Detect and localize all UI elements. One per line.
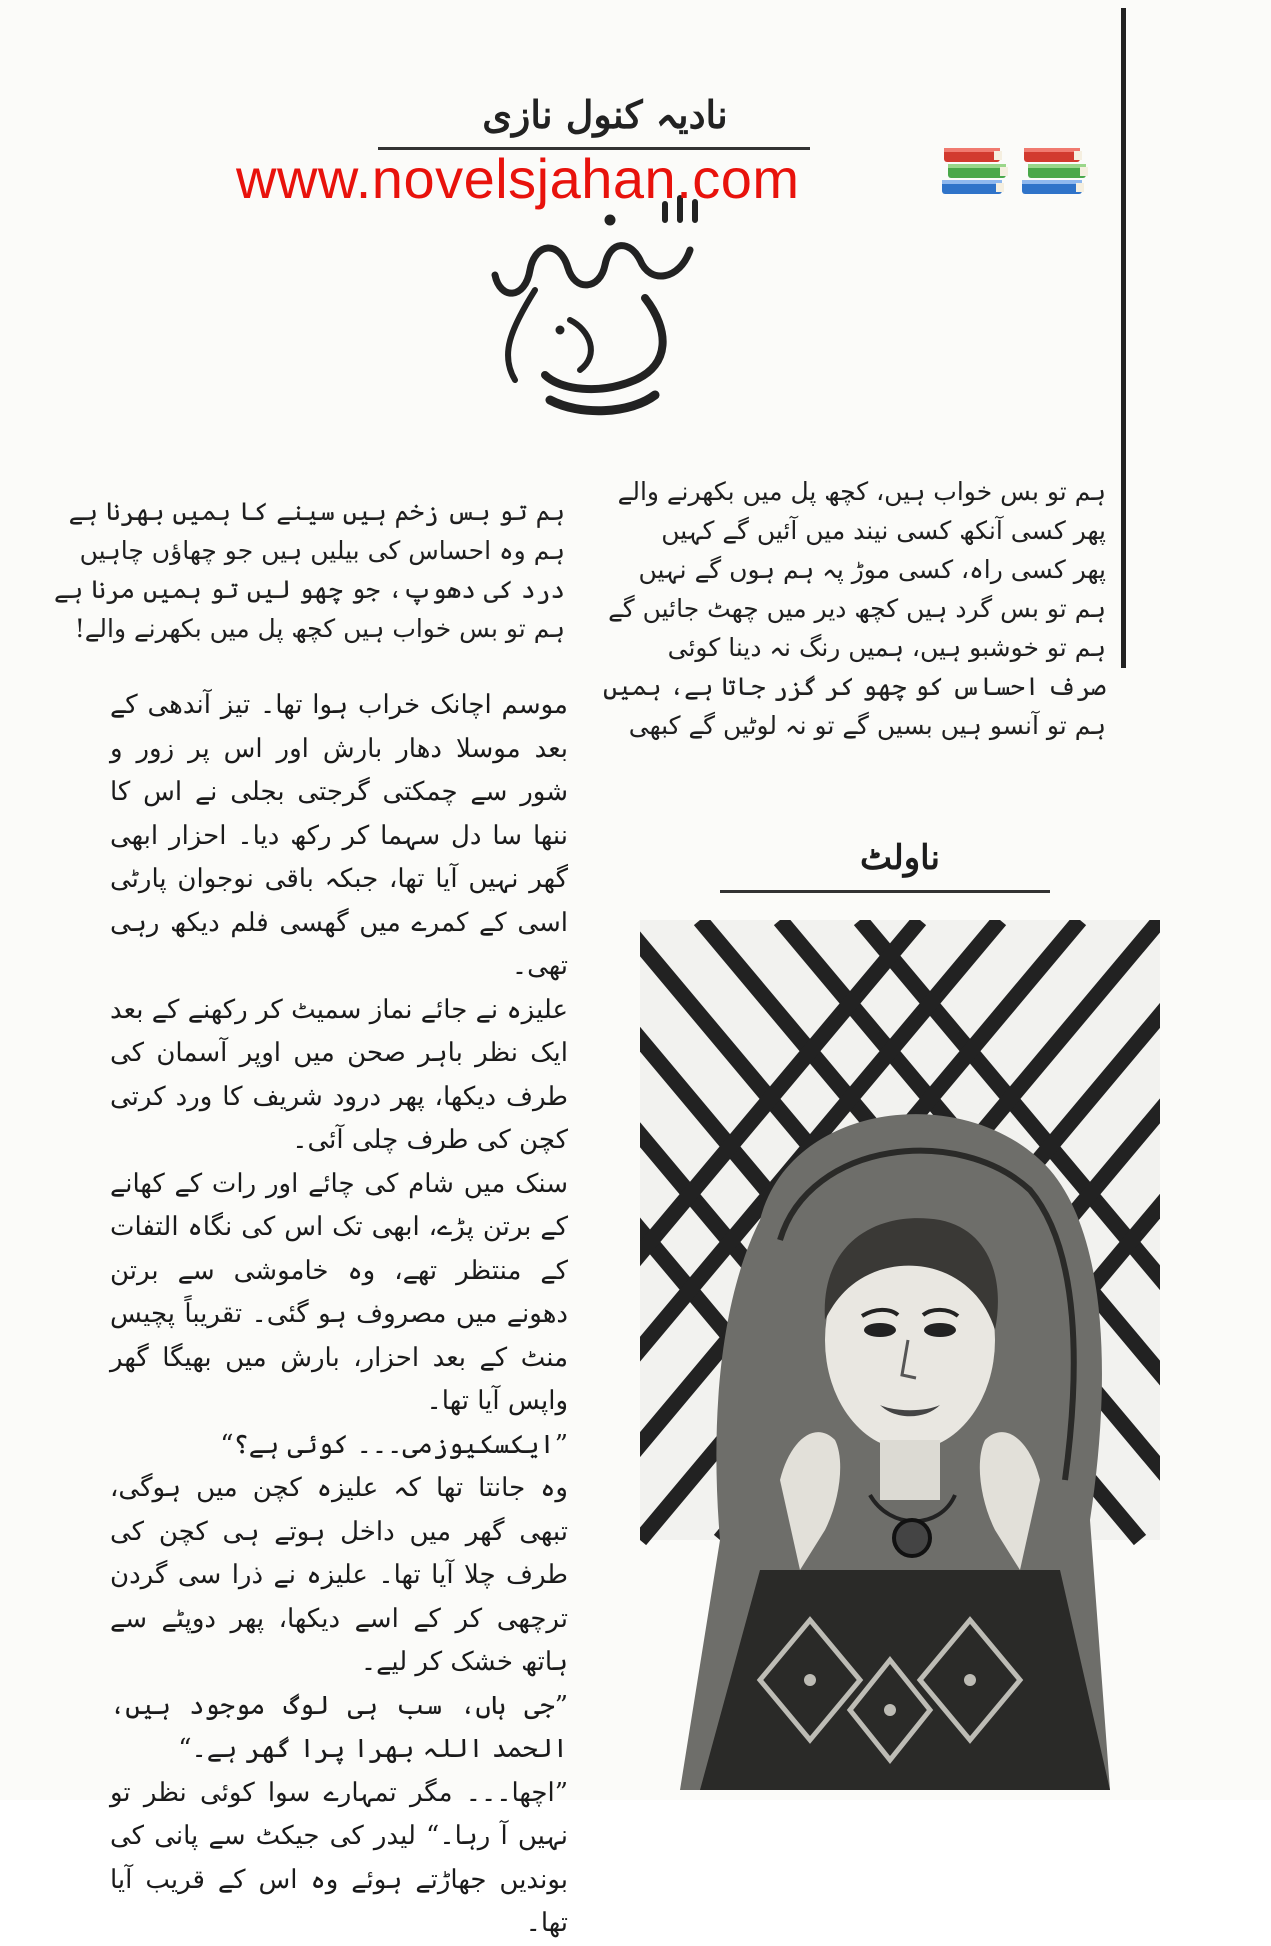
story-paragraph: وہ جانتا تھا کہ علیزہ کچن میں ہوگی، تبھی گھر میں داخل ہوتے ہی کچن کی طرف چلا آیا تھا۔ علیزہ نے ذرا سی گردن ترچھی کر کے اسے دیکھا، پھر دوپٹے سے ہاتھ خشک کر لیے۔ — [110, 1473, 568, 1677]
poem-line: پھر کسی راہ، کسی موڑ پہ ہم ہوں گے نہیں — [638, 555, 1106, 584]
story-dialogue: ”ایکسکیوزمی۔۔۔ کوئی ہے؟“ — [220, 1429, 568, 1460]
website-watermark: www.novelsjahan.com — [236, 147, 800, 210]
stacked-books-icon — [940, 142, 1012, 204]
poem-line: ہم تو بس خواب ہیں کچھ پل میں بکھرنے والے! — [74, 614, 565, 643]
section-underline — [720, 890, 1050, 893]
story-body — [110, 684, 568, 1946]
poem-right-column — [602, 472, 1106, 745]
poem-line: ہم تو بس گرد ہیں کچھ دیر میں چھٹ جائیں گے — [608, 594, 1106, 623]
story-paragraph: علیزہ نے جائے نماز سمیٹ کر رکھنے کے بعد ایک نظر باہر صحن میں اوپر آسمان کی طرف دیکھا، پھر درود شریف کا ورد کرتی کچن کی طرف چلی آئی۔ — [110, 994, 568, 1155]
poem-line: ہم تو بس خواب ہیں، کچھ پل میں بکھرنے والے — [617, 477, 1106, 506]
title-calligraphy — [440, 180, 740, 420]
poem-line: ہم وہ احساس کی بیلیں ہیں جو چھاؤں چاہیں — [79, 536, 565, 565]
story-paragraph: موسم اچانک خراب ہوا تھا۔ تیز آندھی کے بعد موسلا دھار بارش اور اس پر زور و شور سے چمکتی گرجتی بجلی نے اس کا ننھا سا دل سہما کر رکھ دیا۔ احزار ابھی گھر نہیں آیا تھا، جبکہ باقی نوجوان پارٹی اسی کے کمرے میں گھسی فلم دیکھ رہی تھی۔ — [110, 690, 568, 981]
poem-line: ہم تو خوشبو ہیں، ہمیں رنگ نہ دینا کوئی — [667, 633, 1106, 662]
poem-line: درد کی دھوپ، جو چھو لیں تو ہمیں مرنا ہے — [54, 575, 565, 604]
poem-line: صرف احساس کو چھو کر گزر جاتا ہے، ہمیں — [602, 672, 1106, 701]
poem-line: ہم تو آنسو ہیں بسیں گے تو نہ لوٹیں گے کبھی — [628, 711, 1106, 740]
poem-line: پھر کسی آنکھ کسی نیند میں آئیں گے کہیں — [661, 516, 1106, 545]
story-illustration — [640, 920, 1160, 1790]
author-name: نادیہ کنول نازی — [482, 92, 728, 137]
section-label: ناولٹ — [860, 838, 940, 878]
story-paragraph: سنک میں شام کی چائے اور رات کے کھانے کے برتن پڑے، ابھی تک اس کی نگاہ التفات کے منتظر تھے، وہ خاموشی سے برتن دھونے میں مصروف ہو گئی۔ تقریباً پچیس منٹ کے بعد احزار، بارش میں بھیگا گھر واپس آیا تھا۔ — [110, 1168, 568, 1416]
story-paragraph: ”اچھا۔۔۔ مگر تمہارے سوا کوئی نظر تو نہیں آ رہا۔“ لیدر کی جیکٹ سے پانی کی بوندیں جھاڑتے ہوئے وہ اس کے قریب آیا تھا۔ — [110, 1777, 568, 1938]
story-dialogue: ”جی ہاں، سب ہی لوگ موجود ہیں، الحمد اللہ بھرا پرا گھر ہے۔“ — [110, 1690, 568, 1764]
poem-line: ہم تو بس زخم ہیں سینے کا ہمیں بھرنا ہے — [68, 497, 565, 526]
woman-portrait-illustration — [640, 920, 1160, 1790]
poem-left-column — [54, 492, 565, 648]
title-calligraphy-art — [440, 180, 740, 420]
stacked-books-icon — [1020, 142, 1092, 204]
page-edge-rule — [1121, 8, 1126, 668]
